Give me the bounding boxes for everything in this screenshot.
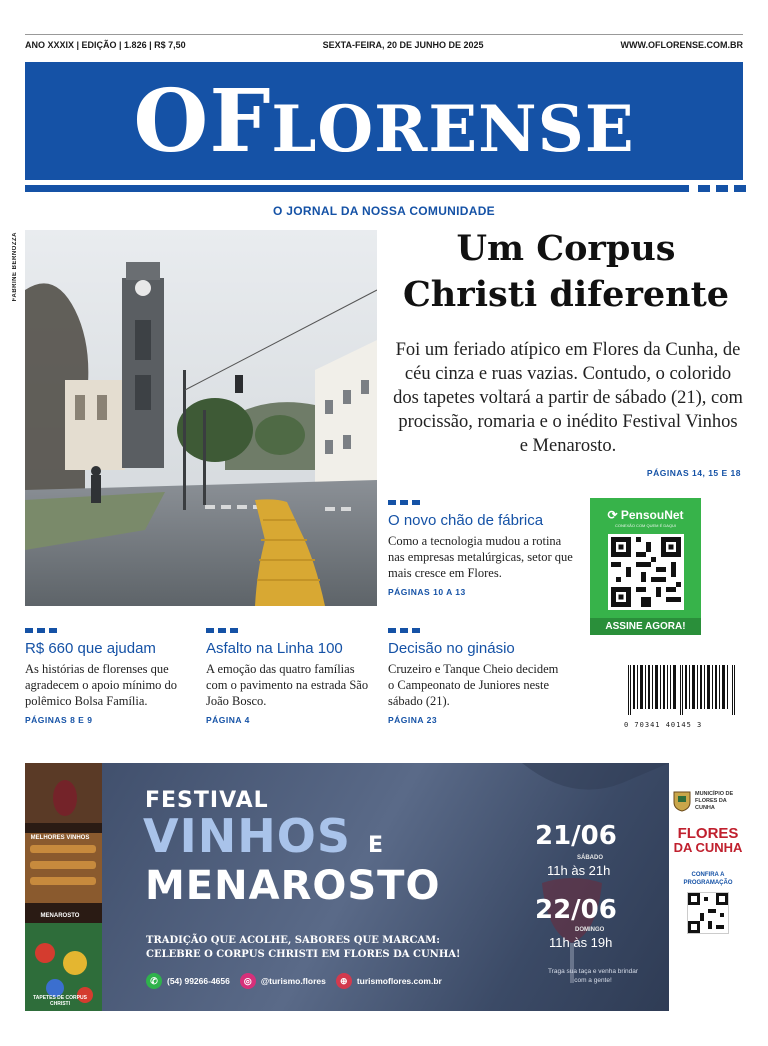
pensounet-ad[interactable]: ⟳ PensouNet CONEXÃO COM QUEM É DAQUI ASSINE AGORA!	[590, 498, 701, 635]
menarosto-title: MENAROSTO	[145, 863, 441, 909]
story-ginasio[interactable]	[388, 628, 560, 725]
masthead	[25, 62, 743, 180]
divider-line	[25, 185, 689, 192]
website-url[interactable]: WWW.OFLORENSE.COM.BR	[620, 39, 743, 50]
barcode-number: 0 70341 40145 3	[624, 721, 703, 729]
festival-banner-ad[interactable]	[25, 763, 669, 1011]
banner-tagline: TRADIÇÃO QUE ACOLHE, SABORES QUE MARCAM: CELEBRE O CORPUS CHRISTI EM FLORES DA CUNHA!	[146, 935, 461, 960]
flores-logo: FLORES DA CUNHA	[673, 825, 743, 855]
municipality-seal: MUNICÍPIO DE FLORES DA CUNHA	[672, 790, 744, 812]
story-asfalto[interactable]	[206, 628, 378, 725]
story-body: Como a tecnologia mudou a rotina nas empresas metalúrgicas, setor que mais cresce em Flores.	[388, 534, 573, 580]
globe-icon: ⊕	[336, 973, 352, 989]
motto: O JORNAL DA NOSSA COMUNIDADE	[273, 204, 495, 218]
story-body: A emoção das quatro famílias com o pavimento na estrada São João Bosco.	[206, 662, 369, 708]
instagram-icon: ◎	[240, 973, 256, 989]
story-page-ref[interactable]: PÁGINA 4	[206, 715, 250, 725]
vinhos-title: VINHOS E	[143, 809, 384, 863]
story-page-ref[interactable]: PÁGINAS 10 A 13	[388, 587, 466, 597]
day-saturday: SÁBADO	[577, 855, 604, 861]
story-title[interactable]: O novo chão de fábrica	[388, 512, 544, 529]
barcode	[624, 665, 741, 727]
coat-of-arms-icon	[672, 790, 692, 812]
banner-photo-strip	[25, 763, 102, 1011]
side-label-wines: MELHORES VINHOS	[30, 835, 90, 841]
section-dots	[388, 500, 578, 505]
date-sunday: 22/06	[535, 895, 617, 925]
photo-credit: FABRINE BERNOZZA	[12, 232, 18, 302]
website-contact[interactable]: ⊕ turismoflores.com.br	[336, 973, 442, 989]
story-title[interactable]: R$ 660 que ajudam	[25, 640, 156, 657]
phone-contact[interactable]: ✆ (54) 99266-4656	[146, 973, 230, 989]
banner-contacts	[146, 973, 442, 989]
refresh-icon: ⟳	[607, 508, 618, 522]
sponsor-panel	[672, 790, 744, 1012]
story-body: As histórias de florenses que agradecem o apoio mínimo do polêmico Bolsa Família.	[25, 662, 178, 708]
day-sunday: DOMINGO	[575, 927, 605, 933]
newspaper-logo: OFLORENSE	[133, 70, 635, 172]
story-title[interactable]: Decisão no ginásio	[388, 640, 515, 657]
qr-code-icon[interactable]	[608, 534, 684, 610]
bring-glass-note: Traga sua taça e venha brindar com a gente!	[547, 968, 639, 984]
story-page-ref[interactable]: PÁGINAS 8 E 9	[25, 715, 93, 725]
side-label-tapetes: TAPETES DE CORPUS CHRISTI	[33, 995, 87, 1007]
story-title[interactable]: Asfalto na Linha 100	[206, 640, 343, 657]
whatsapp-icon: ✆	[146, 973, 162, 989]
festival-label: FESTIVAL	[145, 788, 269, 813]
lead-page-ref[interactable]: PÁGINAS 14, 15 E 18	[646, 468, 741, 478]
lead-headline[interactable]: Um Corpus Christi diferente	[402, 228, 730, 315]
story-bolsa[interactable]	[25, 628, 197, 725]
subscribe-button[interactable]: ASSINE AGORA!	[590, 618, 701, 635]
story-page-ref[interactable]: PÁGINA 23	[388, 715, 438, 725]
edition-info: ANO XXXIX | EDIÇÃO | 1.826 | R$ 7,50	[25, 39, 186, 50]
side-label-menarosto: MENAROSTO	[40, 913, 80, 919]
program-qr-icon[interactable]	[687, 892, 729, 934]
confira-label: CONFIRA A PROGRAMAÇÃO	[683, 872, 733, 886]
hours-saturday: 11h às 21h	[547, 863, 611, 878]
hours-sunday: 11h às 19h	[549, 935, 613, 950]
edition-bar	[25, 34, 743, 54]
pensounet-logo: ⟳ PensouNet	[607, 508, 684, 522]
instagram-contact[interactable]: ◎ @turismo.flores	[240, 973, 326, 989]
story-fabrica[interactable]	[388, 500, 578, 597]
lead-summary: Foi um feriado atípico em Flores da Cunha, de céu cinza e ruas vazias. Contudo, o colorido dos tapetes voltará a partir de sábado (21), com procissão, romaria e o inédito Festival Vinhos e Menarosto.	[393, 340, 743, 456]
story-body: Cruzeiro e Tanque Cheio decidem o Campeonato de Juniores neste sábado (21).	[388, 662, 559, 708]
edition-date: SEXTA-FEIRA, 20 DE JUNHO DE 2025	[322, 39, 484, 50]
lead-photo	[25, 230, 377, 606]
divider-dots	[698, 185, 746, 192]
date-saturday: 21/06	[535, 821, 617, 851]
